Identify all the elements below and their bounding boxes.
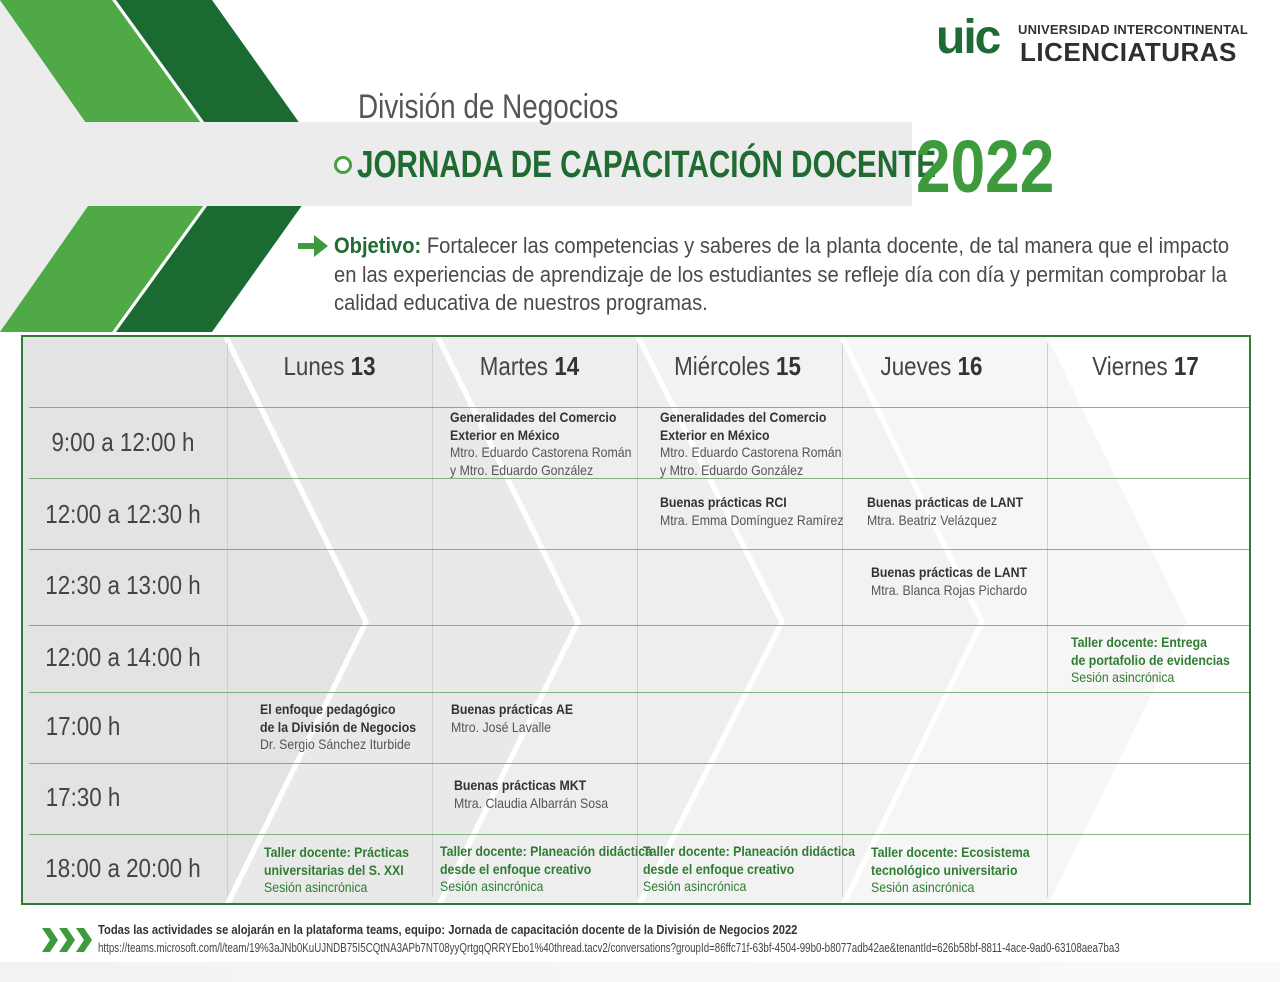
time-slot: 17:00 h [45, 711, 121, 741]
day-header-tuesday: Martes 14 [479, 351, 580, 381]
objective-label: Objetivo: [334, 233, 422, 258]
page-title: JORNADA DE CAPACITACIÓN DOCENTE [357, 144, 937, 186]
session-card: Taller docente: Prácticas universitarias del S. XXI Sesión asincrónica [264, 844, 409, 895]
time-slot: 12:00 a 14:00 h [45, 642, 201, 672]
time-slot: 9:00 a 12:00 h [51, 427, 195, 457]
session-card: Taller docente: Planeación didáctica desde el enfoque creativo Sesión asincrónica [440, 843, 653, 894]
footer-note: Todas las actividades se alojarán en la plataforma teams, equipo: Jornada de capacitación docente de la División de Negocios 2022 [98, 922, 798, 937]
session-card: Buenas prácticas AE Mtro. José Lavalle [451, 701, 574, 735]
session-card: Buenas prácticas RCI Mtra. Emma Domínguez Ramírez [660, 494, 844, 528]
time-slot: 12:30 a 13:00 h [45, 570, 201, 600]
session-card: El enfoque pedagógico de la División de Negocios Dr. Sergio Sánchez Iturbide [260, 701, 417, 752]
uic-logo [936, 11, 1256, 67]
session-card: Taller docente: Ecosistema tecnológico universitario Sesión asincrónica [871, 844, 1030, 895]
objective-text [334, 232, 1249, 318]
day-header-wednesday: Miércoles 15 [674, 351, 801, 381]
day-header-thursday: Jueves 16 [880, 351, 983, 381]
logo-university: UNIVERSIDAD INTERCONTINENTAL [1018, 22, 1248, 37]
year: 2022 [916, 125, 1055, 208]
time-slot: 18:00 a 20:00 h [45, 853, 201, 883]
day-header-friday: Viernes 17 [1092, 351, 1199, 381]
session-card: Buenas prácticas de LANT Mtra. Blanca Rojas Pichardo [871, 564, 1028, 598]
session-card: Generalidades del Comercio Exterior en México Mtro. Eduardo Castorena Román y Mtro. Eduardo González [450, 409, 632, 478]
session-card: Taller docente: Entrega de portafolio de evidencias Sesión asincrónica [1071, 634, 1230, 685]
logo-program: LICENCIATURAS [1020, 37, 1237, 67]
schedule-table [21, 335, 1251, 905]
arrow-right-icon [298, 233, 328, 259]
time-slot: 12:00 a 12:30 h [45, 499, 201, 529]
session-card: Buenas prácticas de LANT Mtra. Beatriz Velázquez [867, 494, 1024, 528]
time-slot: 17:30 h [45, 782, 121, 812]
session-card: Taller docente: Planeación didáctica desde el enfoque creativo Sesión asincrónica [643, 843, 856, 894]
logo-mark: uic [936, 11, 1000, 64]
session-card: Generalidades del Comercio Exterior en México Mtro. Eduardo Castorena Román y Mtro. Eduardo González [660, 409, 842, 478]
objective-body: Fortalecer las competencias y saberes de la planta docente, de tal manera que el impacto en las experiencias de aprendizaje de los estudiantes se refleje día con día y permitan comprobar la calidad educativa de nuestros programas. [334, 233, 1230, 315]
triple-chevron-icon [42, 926, 94, 954]
bullet-icon [334, 156, 352, 174]
teams-link[interactable]: https://teams.microsoft.com/l/team/19%3aJNb0KuUJNDB75I5CQtNA3APb7NT08yyQrtgqQRRYEbo1%40thread.tacv2/conversations?groupId=86ffc71f-63bf-4504-99b0-b8077adb42ae&tenantId=626b58bf-8811-4ace-9ad0-63108aea7ba3 [98, 941, 1120, 955]
division-title: División de Negocios [358, 88, 619, 126]
footer-band [0, 962, 1280, 982]
session-card: Buenas prácticas MKT Mtra. Claudia Albarrán Sosa [454, 777, 609, 811]
day-header-monday: Lunes 13 [283, 351, 376, 381]
